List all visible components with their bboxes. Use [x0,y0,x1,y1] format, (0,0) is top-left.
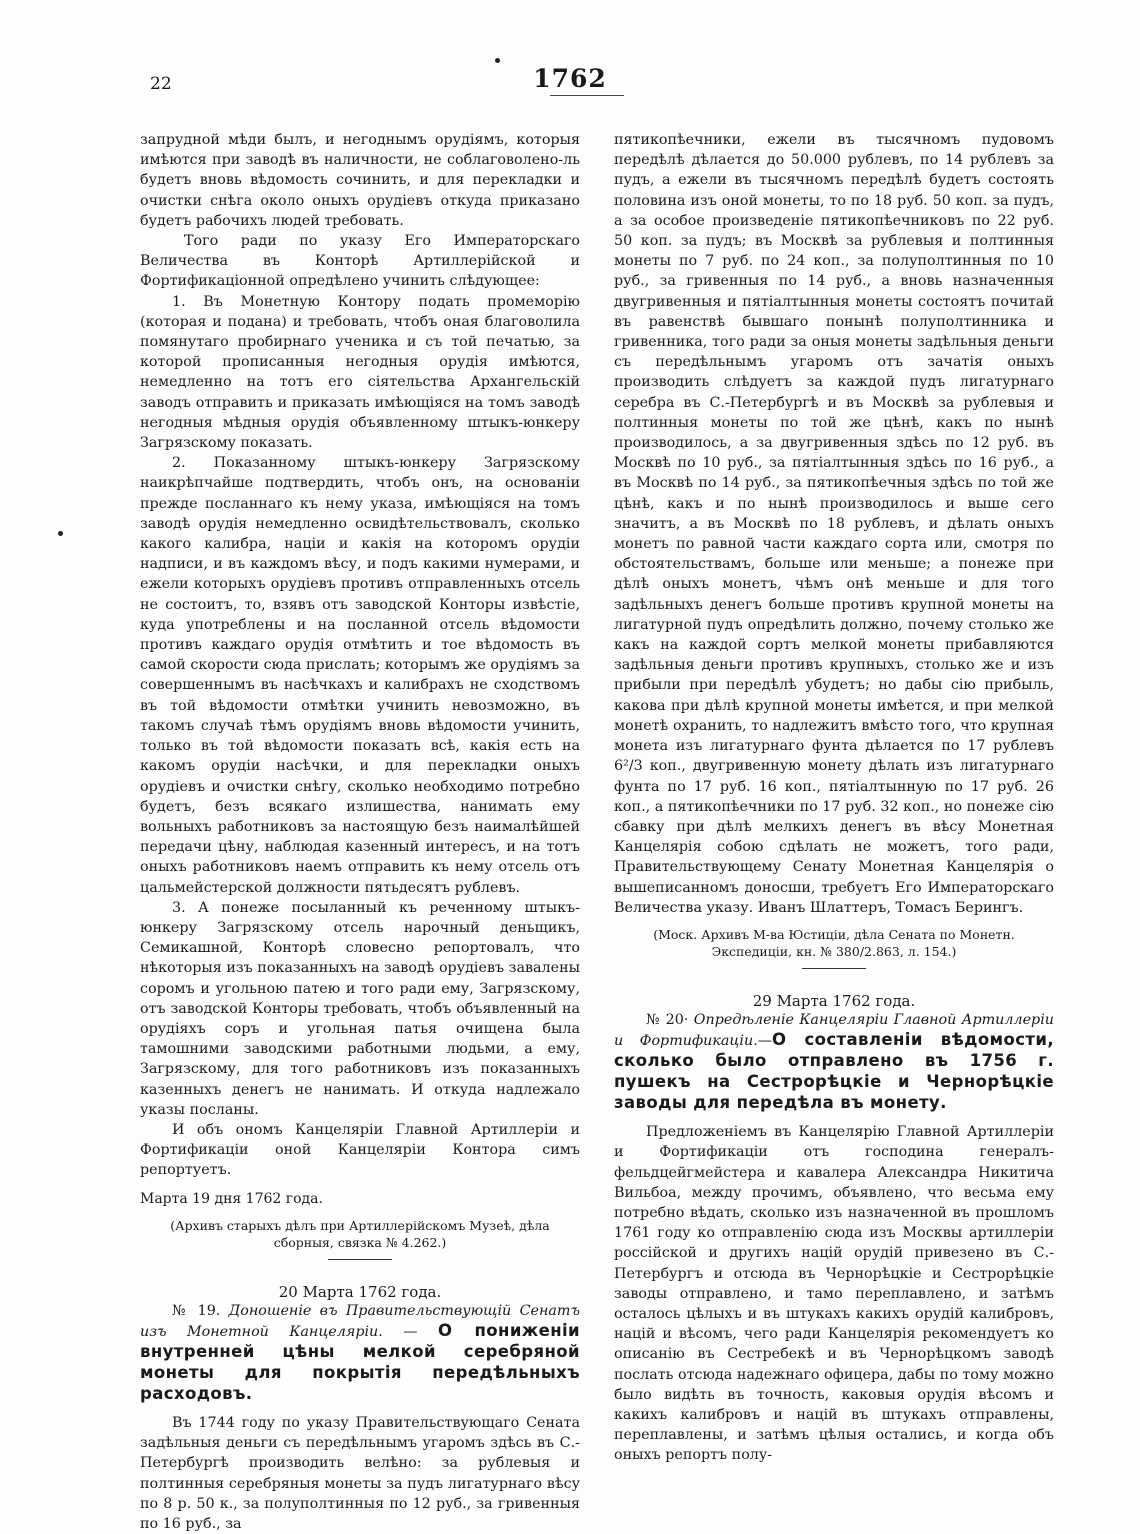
paragraph: 3. А понеже посыланный къ реченному штыкъ-юнкеру Загрязскому отсель нарочный деньщикъ, Семикашной, Конторѣ словесно репортовалъ, что нѣкоторыя изъ показанныхъ на заводѣ орудіевъ завалены соромъ и угольною патею и того ради ему, Загрязскому, отъ заводской Конторы требовать, чтобъ объявленный на орудіяхъ соръ и угольная патья очищена была тамошними заводскими работными людьми, а ему, Загрязскому, для того работниковъ изъ показанныхъ казенныхъ денегъ не нанимать. И откуда надлежало указы посланы. [140,899,580,1118]
document-title: О составленіи вѣдомости, сколько было отправлено въ 1756 г. пушекъ на Сестрорѣцкіе и Чернорѣцкіе заводы для передѣла въ монету. [614,1030,1054,1113]
document-heading [614,1011,1054,1114]
document-date: 20 Марта 1762 года. [278,1282,442,1301]
page-number: 22 [150,74,172,94]
running-year-title: 1762 [533,64,607,93]
paragraph: пятикопѣечники, ежели въ тысячномъ пудовомъ передѣлѣ дѣлается до 50.000 рублевъ, по 14 рублевъ за пудъ, а ежели въ тысячномъ передѣлѣ будетъ состоять половина изъ оной монеты, то по 18 руб. 50 коп. за пудъ, а за особое произведеніе пятикопѣечниковъ по 22 руб. 50 коп. за пудъ; въ Москвѣ за рублевыя и полтинныя монеты по 7 руб. по 24 коп., за полуполтинныя по 10 руб., за гривенныя по 14 руб., а вновь назначенныя двугривенныя и пятіалтынныя монеты состоятъ почитай въ равенствѣ бывшаго понынѣ полуполтинника и гривенника, того ради за оныя монеты задѣльныя деньги съ передѣльнымъ угаромъ отъ зачатія оныхъ производить слѣдуетъ за каждой пудъ лигатурнаго серебра въ С.-Петербургѣ и въ Москвѣ за рублевыя и полтинныя монеты по той же цѣнѣ, какъ по нынѣ производилось, а за двугривенныя здѣсь по 12 руб. въ Москвѣ по 10 руб., за пятіалтынныя здѣсь по 16 руб., а въ Москвѣ по 14 руб., за пятикопѣечныя здѣсь по той же цѣнѣ, какъ и по нынѣ производилось и выше сего значитъ, а въ Москвѣ по 18 рублевъ, и дѣлать оныхъ монетъ по равной части каждаго сорта или, смотря по обстоятельствамъ, больше или меньше; а понеже при дѣлѣ оныхъ монетъ, чѣмъ онѣ меньше и для того задѣльныхъ денегъ больше противъ крупной монеты на лигатурной пудъ опредѣлить должно, почему столько же какъ на каждой сортъ мелкой монеты прибавляются задѣльныя деньги противъ крупныхъ, столько же и изъ прибыли при передѣлѣ убудетъ; но дабы сію прибыль, какова при дѣлѣ крупной монеты имѣется, и при мелкой монетѣ охранить, то надлежитъ вмѣсто того, что крупная монета изъ лигатурнаго фунта дѣлается по 17 рублевъ 6²/3 коп., двугривенную монету дѣлать изъ лигатурнаго фунта по 17 руб. 16 коп., пятіалтынную по 17 руб. 26 коп., а пятикопѣечники по 17 руб. 32 коп., но понеже сію сбавку при дѣлѣ мелкихъ денегъ въ вѣсу Монетная Канцелярія собою сдѣлать не можетъ, того ради, Правительствующему Сенату Монетная Канцелярія о вышеписанномъ доносши, требуетъ Его Императорскаго Величества указу. Иванъ Шлаттеръ, Томасъ Берингъ. [614,132,1054,916]
document-heading [140,1302,580,1405]
right-column [614,130,1054,1466]
document-date: 29 Марта 1762 года. [752,991,916,1010]
document-number: № 19. [172,1302,221,1319]
signature-date: Марта 19 дня 1762 года. [140,1190,323,1207]
heading-dash: — [757,1033,773,1050]
archive-source: (Моск. Архивъ М-ва Юстиціи, дѣла Сената по Монетн. Экспедиціи, кн. № 380/2.863, л. 154.) [653,926,1015,959]
paragraph: Того ради по указу Его Императорскаго Величества въ Конторѣ Артиллерійской и Фортификаціонной опредѣлено учинить слѣдующее: [140,233,580,290]
document-kind: Опредѣленіе Канцеляріи Главной Артиллеріи и Фортификаціи. [614,1012,1054,1050]
section-divider [802,968,866,969]
document-number: № 20· [646,1012,689,1029]
heading-dash: — [382,1323,439,1340]
scan-speck-top [495,58,500,63]
left-column [140,130,580,1534]
document-kind: Доношеніе въ Правительствующій Сенатъ изъ Монетной Канцеляріи. [140,1302,580,1340]
section-divider [328,1259,392,1260]
scan-speck-left [58,531,63,536]
paragraph: 2. Показанному штыкъ-юнкеру Загрязскому наикрѣпчайше подтвердить, чтобъ онъ, на основаніи прежде посланнаго къ нему указа, имѣющіяся на томъ заводѣ орудія немедленно освидѣтельствовалъ, сколько какого калибра, націи и какія на которомъ орудіи надписи, и въ каждомъ вѣсу, и подъ какими нумерами, и ежели которыхъ орудіевъ противъ отправленныхъ отсель не состоитъ, то, взявъ отъ заводской Конторы извѣстіе, куда употреблены и на посланной отсель вѣдомости противъ каждаго орудія отмѣтить и тое вѣдомость въ самой скорости сюда прислать; которымъ же орудіямъ за совершеннымъ въ насѣчкахъ и калибрахъ не сходствомъ въ той вѣдомости отмѣтки учинить невозможно, въ такомъ случаѣ тѣмъ орудіямъ вновь вѣдомости учинить, только въ той вѣдомости показать всѣ, какія есть на какомъ орудіи насѣчки, и для перекладки оныхъ орудіевъ и очистки снѣгу, сколько необходимо потребно будетъ, безъ всякаго излишества, нанимать ему вольныхъ работниковъ за настоящую безъ наималѣйшей передачи цѣну, наблюдая казенный интересъ, и на тотъ оныхъ работниковъ наемъ отправить къ нему отсель отъ цальмейстерской должности пятьдесятъ рублевъ. [140,455,580,896]
paragraph: Въ 1744 году по указу Правительствующаго Сената задѣльныя деньги съ передѣльнымъ угаромъ здѣсь въ С.-Петербургѣ производить велѣно: за рублевыя и полтинныя серебряныя монеты за пудъ лигатурнаго вѣсу по 8 р. 50 к., за полуполтинныя по 12 руб., за гривенныя по 16 руб., за [140,1414,580,1532]
paragraph: 1. Въ Монетную Контору подать промеморію (которая и подана) и требовать, чтобъ оная благоволила помянутаго пробирнаго ученика и съ той печатью, за которой прописанныя негодныя орудія имѣются, немедленно на тотъ его сіятельства Архангельскій заводъ отправить и приказать имѣющіяся на томъ заводѣ негодныя мѣдныя орудія объявленному штыкъ-юнкеру Загрязскому показать. [140,293,580,452]
page-header [0,62,1140,102]
document-title: О пониженіи внутренней цѣны мелкой серебряной монеты для покрытія передѣльныхъ расходовъ. [140,1320,581,1403]
archive-source: (Архивъ старыхъ дѣлъ при Артиллерійскомъ Музеѣ, дѣла сборныя, связка № 4.262.) [170,1217,550,1250]
paragraph: запрудной мѣди былъ, и негоднымъ орудіямъ, которыя имѣются при заводѣ въ наличности, не соблаговолено-ль будетъ вновь вѣдомость сочинить, и для перекладки и очистки снѣга около оныхъ орудіевъ откуда приказано будетъ рабочихъ людей требовать. [140,132,580,229]
year-underline [550,95,624,96]
paragraph: Предложеніемъ въ Канцелярію Главной Артиллеріи и Фортификаціи отъ господина генералъ-фельдцейгмейстера и кавалера Александра Никитича Вильбоа, между прочимъ, объявлено, что весьма ему потребно вѣдать, сколько изъ назначенной въ прошломъ 1761 году ко отправленію сюда изъ Москвы артиллеріи россійской и другихъ націй орудій привезено въ С.-Петербургъ и отсюда въ Чернорѣцкіе и Сестрорѣцкіе заводы отправлено, и тамо переплавлено, и затѣмъ осталось цѣлыхъ и въ штукахъ какихъ орудій калибровъ, націй и вѣсомъ, чего ради Канцелярія рекомендуетъ ко описанію въ Сестребекѣ и въ Чернорѣцкомъ заводѣ послать отсюда надежнаго офицера, дабы по тому можно было видѣть въ точность, каковыя орудія вѣсомъ и какихъ калибровъ и націй въ штукахъ отправлены, переплавлены, и затѣмъ цѣлыя остались, и когда объ оныхъ репортъ полу- [614,1124,1054,1464]
paragraph: И объ ономъ Канцеляріи Главной Артиллеріи и Фортификаціи оной Канцеляріи Контора симъ репортуетъ. [140,1121,580,1179]
